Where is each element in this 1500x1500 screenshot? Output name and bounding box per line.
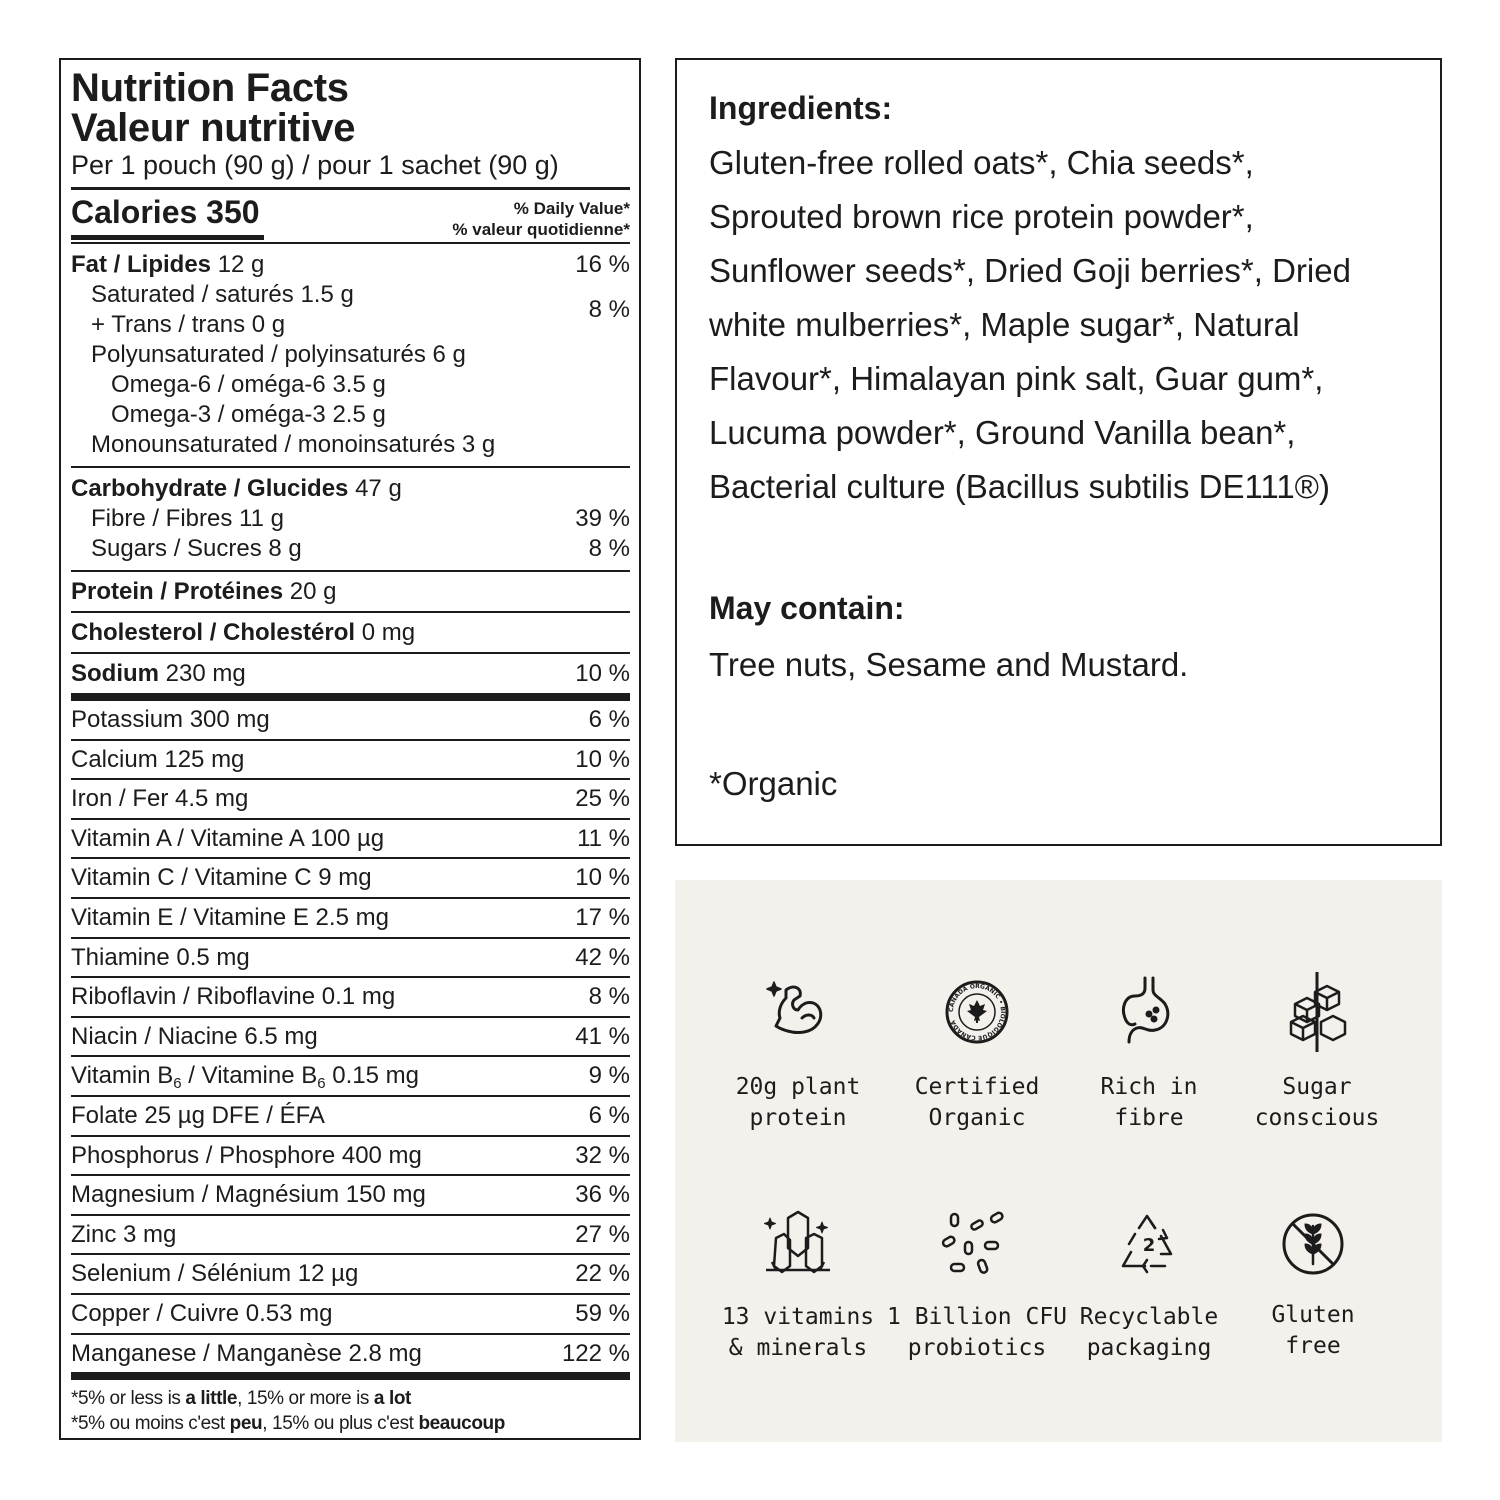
- recycle-number: 2: [1142, 1235, 1156, 1256]
- vitamin-row: [71, 1018, 630, 1056]
- badge-certified-organic: [887, 972, 1067, 1134]
- footnote-bold: peu: [229, 1413, 263, 1435]
- b6-text-3: 0.15 mg: [325, 1062, 419, 1090]
- vitamin-label: Thiamine 0.5 mg: [71, 943, 250, 971]
- organic-note: *Organic: [709, 765, 838, 802]
- fat-row: [71, 250, 630, 280]
- badge-label-line: & minerals: [728, 1335, 868, 1361]
- calories-underline: [71, 235, 264, 240]
- ingredients-line: Lucuma powder*, Ground Vanilla bean*,: [709, 414, 1296, 451]
- vitamin-label: Zinc 3 mg: [71, 1220, 177, 1248]
- vitamin-row: [71, 939, 630, 977]
- fibre-pct: 39 %: [575, 505, 630, 532]
- b6-subscript: 6: [173, 1075, 182, 1093]
- vitamin-b6-pct: 9 %: [588, 1062, 630, 1090]
- vitamin-pct: 11 %: [577, 824, 630, 852]
- badge-label-line: packaging: [1086, 1335, 1212, 1361]
- protein-amount: 20 g: [289, 578, 337, 605]
- probiotics-icon: [937, 1208, 1017, 1282]
- vitamin-row: [71, 701, 630, 739]
- footnote-bold: beaucoup: [418, 1413, 505, 1435]
- badge-label-line: Certified: [914, 1074, 1040, 1100]
- sodium-pct: 10 %: [575, 660, 630, 687]
- vitamin-row: [71, 1335, 630, 1373]
- saturated-row: Saturated / saturés 1.5 g: [91, 281, 354, 308]
- footnote-bold: a lot: [373, 1388, 411, 1410]
- sodium-amount: 230 mg: [165, 660, 246, 687]
- badge-label-line: 1 Billion CFU: [887, 1304, 1068, 1330]
- vitamin-row: [71, 780, 630, 818]
- footnote-text: *5% or less is: [71, 1388, 186, 1410]
- cholesterol-amount: 0 mg: [361, 619, 416, 646]
- vitamin-b6-row: [71, 1057, 630, 1095]
- sodium-label: Sodium: [71, 660, 159, 687]
- daily-value-footnote: [71, 1386, 630, 1436]
- ingredients-line: white mulberries*, Maple sugar*, Natural: [709, 306, 1300, 343]
- vitamin-label: Vitamin A / Vitamine A 100 µg: [71, 824, 385, 852]
- fibre-label: Fibre / Fibres 11 g: [91, 505, 284, 532]
- vitamin-pct: 8 %: [588, 983, 630, 1011]
- fat-block: [71, 244, 630, 466]
- badge-probiotics: [887, 1208, 1067, 1364]
- nutrition-title-fr: Valeur nutritive: [71, 106, 356, 150]
- fat-label: Fat / Lipides: [71, 251, 212, 278]
- vitamin-label: Vitamin E / Vitamine E 2.5 mg: [71, 903, 389, 931]
- vitamin-pct: 10 %: [575, 745, 630, 773]
- carbohydrate-row: [71, 474, 630, 504]
- vitamin-label: Potassium 300 mg: [71, 706, 270, 733]
- badge-label-line: free: [1285, 1333, 1341, 1359]
- badge-label-line: 20g plant: [735, 1074, 861, 1100]
- sugars-label: Sugars / Sucres 8 g: [91, 535, 302, 562]
- badge-label: [1059, 1302, 1239, 1364]
- sodium-row: [71, 654, 630, 693]
- sugar-cubes-icon: [1277, 972, 1357, 1052]
- badge-label-line: probiotics: [907, 1335, 1047, 1361]
- sugars-pct: 8 %: [588, 535, 630, 562]
- vitamin-pct: 6 %: [588, 1101, 630, 1129]
- badge-rich-in-fibre: [1059, 972, 1239, 1134]
- vitamin-label: Calcium 125 mg: [71, 745, 245, 773]
- vitamin-pct: 27 %: [575, 1220, 630, 1248]
- footnote-text: *5% ou moins c'est: [71, 1413, 230, 1435]
- gluten-free-icon: [1273, 1208, 1353, 1280]
- vitamin-b6-label: [71, 1062, 419, 1093]
- vitamin-row: [71, 1097, 630, 1135]
- sat-trans-group: [71, 280, 630, 340]
- seal-text: CANADA ORGANIC • BIOLOGIQUE CANADA: [947, 982, 1007, 1042]
- vitamin-row: [71, 1255, 630, 1293]
- ingredients-line: Gluten-free rolled oats*, Chia seeds*,: [709, 144, 1254, 181]
- recycle-icon: [1109, 1208, 1189, 1282]
- badge-label-line: Sugar: [1282, 1074, 1352, 1100]
- badge-label-line: Rich in: [1100, 1074, 1198, 1100]
- vitamin-label: Niacin / Niacine 6.5 mg: [71, 1022, 318, 1050]
- omega3-row: Omega-3 / oméga-3 2.5 g: [111, 401, 386, 428]
- ingredients-panel: [675, 58, 1442, 846]
- crystals-icon: [758, 1208, 838, 1282]
- badge-label: [1059, 1072, 1239, 1134]
- b6-text-1: Vitamin B: [71, 1062, 174, 1090]
- badge-label: [708, 1072, 888, 1134]
- protein-label: Protein / Protéines: [71, 578, 284, 605]
- vitamin-pct: 59 %: [575, 1299, 630, 1327]
- ingredients-line: Flavour*, Himalayan pink salt, Guar gum*,: [709, 360, 1324, 397]
- vitamin-label: Riboflavin / Riboflavine 0.1 mg: [71, 983, 396, 1011]
- calories-row: [71, 190, 630, 242]
- badge-label-line: Gluten: [1271, 1302, 1355, 1328]
- sat-trans-pct: 8 %: [588, 296, 630, 323]
- daily-value-header: [452, 198, 630, 240]
- footnote-en: [71, 1386, 630, 1411]
- cholesterol-label: Cholesterol / Cholestérol: [71, 619, 356, 646]
- nutrition-title-en: Nutrition Facts: [71, 66, 349, 110]
- ingredients-line: Bacterial culture (Bacillus subtilis DE111®): [709, 468, 1330, 505]
- vitamin-row: [71, 1137, 630, 1175]
- footnote-text: , 15% ou plus c'est: [262, 1413, 419, 1435]
- muscle-icon: [758, 972, 838, 1052]
- badge-label-line: Organic: [928, 1105, 1026, 1131]
- vitamin-row: [71, 978, 630, 1016]
- vitamin-pct: 36 %: [575, 1181, 630, 1209]
- vitamin-row: [71, 820, 630, 858]
- carbohydrate-amount: 47 g: [355, 475, 402, 502]
- vitamin-row: [71, 1216, 630, 1254]
- protein-row: [71, 572, 630, 611]
- cholesterol-row: [71, 613, 630, 652]
- vitamin-pct: 42 %: [575, 943, 630, 971]
- footnote-text: , 15% or more is: [237, 1388, 374, 1410]
- vitamin-row: [71, 1176, 630, 1214]
- nutrition-facts-panel: [59, 58, 641, 1440]
- vitamin-row: [71, 741, 630, 779]
- vitamin-label: Folate 25 µg DFE / ÉFA: [71, 1101, 325, 1129]
- vitamin-list: [71, 701, 630, 1372]
- carbohydrate-label: Carbohydrate / Glucides: [71, 475, 349, 502]
- daily-value-header-fr: % valeur quotidienne*: [452, 220, 630, 239]
- badge-recyclable: [1059, 1208, 1239, 1364]
- badge-label-line: protein: [749, 1105, 847, 1131]
- badge-sugar-conscious: [1227, 972, 1407, 1134]
- divider-thick: [71, 1372, 630, 1380]
- canada-organic-seal-icon: [937, 972, 1017, 1052]
- vitamin-pct: 6 %: [588, 706, 630, 733]
- may-contain-text: Tree nuts, Sesame and Mustard.: [709, 646, 1189, 683]
- badge-label-line: conscious: [1254, 1105, 1380, 1131]
- badge-label: [887, 1302, 1067, 1364]
- vitamin-pct: 41 %: [575, 1022, 630, 1050]
- footnote-bold: a little: [185, 1388, 238, 1410]
- badge-label-line: 13 vitamins: [721, 1304, 875, 1330]
- vitamin-label: Manganese / Manganèse 2.8 mg: [71, 1339, 422, 1367]
- may-contain-heading: May contain:: [709, 590, 905, 626]
- vitamin-row: [71, 859, 630, 897]
- carbohydrate-block: [71, 468, 630, 570]
- calories-label: Calories 350: [71, 194, 260, 230]
- b6-text-2: / Vitamine B: [181, 1062, 318, 1090]
- ingredients-list: [709, 136, 1420, 514]
- ingredients-line: Sunflower seeds*, Dried Goji berries*, Dried: [709, 252, 1351, 289]
- monounsaturated-row: Monounsaturated / monoinsaturés 3 g: [91, 431, 496, 458]
- fibre-row: [71, 504, 630, 534]
- vitamin-pct: 122 %: [561, 1339, 630, 1367]
- vitamin-label: Selenium / Sélénium 12 µg: [71, 1260, 359, 1288]
- vitamin-pct: 22 %: [575, 1260, 630, 1288]
- vitamin-label: Vitamin C / Vitamine C 9 mg: [71, 864, 372, 892]
- badge-label-line: fibre: [1114, 1105, 1184, 1131]
- fat-pct: 16 %: [575, 251, 630, 278]
- vitamin-pct: 17 %: [575, 903, 630, 931]
- divider-thick: [71, 693, 630, 701]
- vitamin-label: Phosphorus / Phosphore 400 mg: [71, 1141, 422, 1169]
- footnote-fr: [71, 1411, 630, 1436]
- benefits-panel: [675, 880, 1442, 1442]
- serving-size: Per 1 pouch (90 g) / pour 1 sachet (90 g): [71, 150, 559, 180]
- vitamin-row: [71, 1295, 630, 1333]
- fat-amount: 12 g: [217, 251, 265, 278]
- vitamin-row: [71, 899, 630, 937]
- badge-label: [1227, 1072, 1407, 1134]
- badge-label: [1223, 1300, 1403, 1362]
- badge-label: [708, 1302, 888, 1364]
- daily-value-header-en: % Daily Value*: [513, 199, 630, 218]
- sugars-row: [71, 534, 630, 564]
- stomach-icon: [1109, 972, 1189, 1052]
- trans-row: + Trans / trans 0 g: [91, 311, 286, 338]
- vitamin-label: Iron / Fer 4.5 mg: [71, 785, 249, 813]
- ingredients-line: Sprouted brown rice protein powder*,: [709, 198, 1254, 235]
- badge-plant-protein: [708, 972, 888, 1134]
- polyunsaturated-row: Polyunsaturated / polyinsaturés 6 g: [91, 341, 466, 368]
- badge-label-line: Recyclable: [1079, 1304, 1219, 1330]
- omega6-row: Omega-6 / oméga-6 3.5 g: [111, 371, 386, 398]
- vitamin-pct: 32 %: [575, 1141, 630, 1169]
- b6-subscript: 6: [317, 1075, 326, 1093]
- vitamin-label: Magnesium / Magnésium 150 mg: [71, 1181, 426, 1209]
- badge-vitamins-minerals: [708, 1208, 888, 1364]
- vitamin-pct: 25 %: [575, 785, 630, 813]
- badge-label: [887, 1072, 1067, 1134]
- badge-gluten-free: [1223, 1208, 1403, 1362]
- vitamin-pct: 10 %: [575, 864, 630, 892]
- vitamin-label: Copper / Cuivre 0.53 mg: [71, 1299, 333, 1327]
- ingredients-heading: Ingredients:: [709, 90, 893, 126]
